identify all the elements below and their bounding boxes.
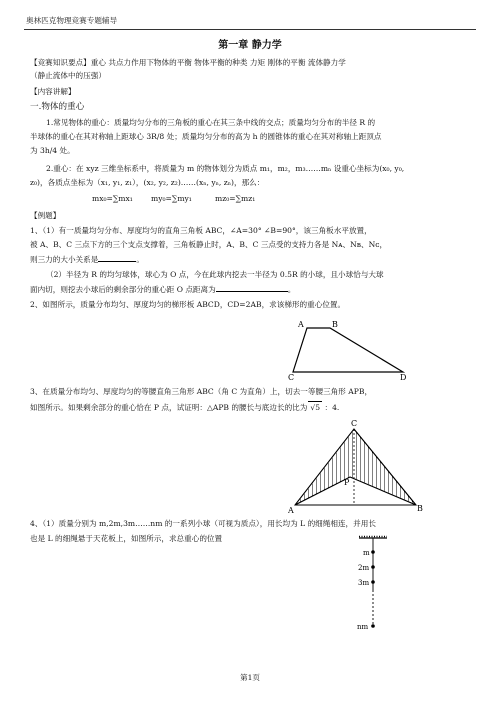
answer-blank-2 <box>216 283 288 292</box>
para1-line3: 为 3h/4 处。 <box>30 146 75 155</box>
examples-header: 【例题】 <box>30 211 61 220</box>
para1-line1: 1.常见物体的重心：质量均匀分布的三角板的重心在其三条中线的交点；质量均匀分布的半径 R 的 <box>46 118 376 127</box>
q1b-line1: （2）半径为 R 的均匀球体，球心为 O 点，今在此球内挖去一半径为 0.5R 的小球，且小球恰与大球 <box>46 270 384 279</box>
para2-line2: z₀)，各质点坐标为（x₁, y₁, z₁），(x₂, y₂, z₂)……(xₙ, yₙ, zₙ)，那么： <box>30 178 265 187</box>
q4-line1: 4、（1）质量分别为 m,2m,3m……nm 的一系列小球（可视为质点），用长均为 L 的细绳相连，并用长 <box>30 519 376 528</box>
label-b: B <box>332 320 338 329</box>
formula-z: mz₀=∑mz₁ <box>215 194 256 203</box>
running-header: 奥林匹克物理竞赛专题辅导 <box>26 16 118 25</box>
header-rule <box>24 29 476 30</box>
q3-line2 <box>30 401 476 414</box>
ball-n <box>371 624 375 628</box>
q1-line3-end: 。 <box>136 255 144 264</box>
formula-x: mx₀=∑mx₁ <box>92 194 133 203</box>
q4-line2: 也是 L 的细绳悬于天花板上，如图所示，求总重心的位置 <box>30 534 223 543</box>
trapezoid-figure <box>288 318 410 380</box>
para1-line2: 半球体的重心在其对称轴上距球心 3R/8 处；质量均匀分布的高为 h 的圆锥体的重心在其对称轴上距顶点 <box>30 132 382 141</box>
trapezoid-shape <box>293 328 403 372</box>
sqrt-value: 5 <box>315 403 321 412</box>
para2-line1: 2.重心：在 xyz 三维坐标系中，将质量为 m 的物体划分为质点 m₁，m₂，m₃……mₙ 设重心坐标为(x₀, y₀, <box>46 164 405 173</box>
q1-line3-text: 则三力的大小关系是 <box>30 255 99 264</box>
content-header: 【内容讲解】 <box>30 87 76 96</box>
q1b-line2-text: 面内切，则挖去小球后的剩余部分的重心距 O 点距离为 <box>30 285 216 294</box>
label-m: m <box>363 549 370 557</box>
key-points-line1: 【竞赛知识要点】重心 共点力作用下物体的平衡 物体平衡的种类 力矩 刚体的平衡 流体静力学 <box>30 58 346 67</box>
q3-ratio-tail: ：4. <box>324 403 340 412</box>
label-c: C <box>288 373 295 380</box>
isosceles-figure <box>288 417 426 515</box>
q1-line2: 被 A、B、C 三点下方的三个支点支撑着，三角板静止时，A、B、C 三点受的支持力各是 Nᴀ、Nʙ、Nᴄ， <box>30 240 388 249</box>
ball-1 <box>371 550 375 554</box>
q1b-line2-end: 。 <box>287 285 296 294</box>
chapter-title: 第一章 静力学 <box>218 40 282 51</box>
q2-line1: 2、如图所示，质量分布均匀、厚度均匀的梯形板 ABCD，CD=2AB，求该梯形的重心位置。 <box>30 300 346 309</box>
label-c-top: C <box>351 419 358 428</box>
answer-blank-1 <box>98 253 136 262</box>
page-number: 第1页 <box>239 673 261 682</box>
q3-line2-text: 如图所示。如果剩余部分的重心恰在 P 点，试证明：△APB 的腰长与底边长的比为 <box>30 403 308 412</box>
key-points-line2: （静止流体中的压强） <box>30 71 106 80</box>
ball-2 <box>371 565 375 569</box>
label-d: D <box>400 373 407 380</box>
q1-line1: 1、（1）有一质量均匀分布、厚度均匀的直角三角板 ABC，∠A=30° ∠B=90°，该三角板水平放置， <box>30 226 372 235</box>
ball-3 <box>371 580 375 584</box>
hanging-balls-figure <box>355 535 395 637</box>
q3-line1: 3、在质量分布均匀、厚度均匀的等腰直角三角形 ABC（角 C 为直角）上，切去一等腰三角形 APB， <box>30 387 373 396</box>
q1-line3 <box>30 253 476 266</box>
label-b-right: B <box>417 504 423 513</box>
label-3m: 3m <box>358 579 370 587</box>
label-p: P <box>344 478 350 487</box>
label-nm: nm <box>357 623 369 631</box>
label-a-bottom: A <box>288 506 294 515</box>
sqrt-symbol: √5 <box>310 403 321 412</box>
label-2m: 2m <box>358 564 370 572</box>
formula-y: my₀=∑my₁ <box>151 194 192 203</box>
section-heading: 一.物体的重心 <box>30 102 85 112</box>
label-a: A <box>298 320 304 329</box>
q1b-line2 <box>30 283 476 296</box>
